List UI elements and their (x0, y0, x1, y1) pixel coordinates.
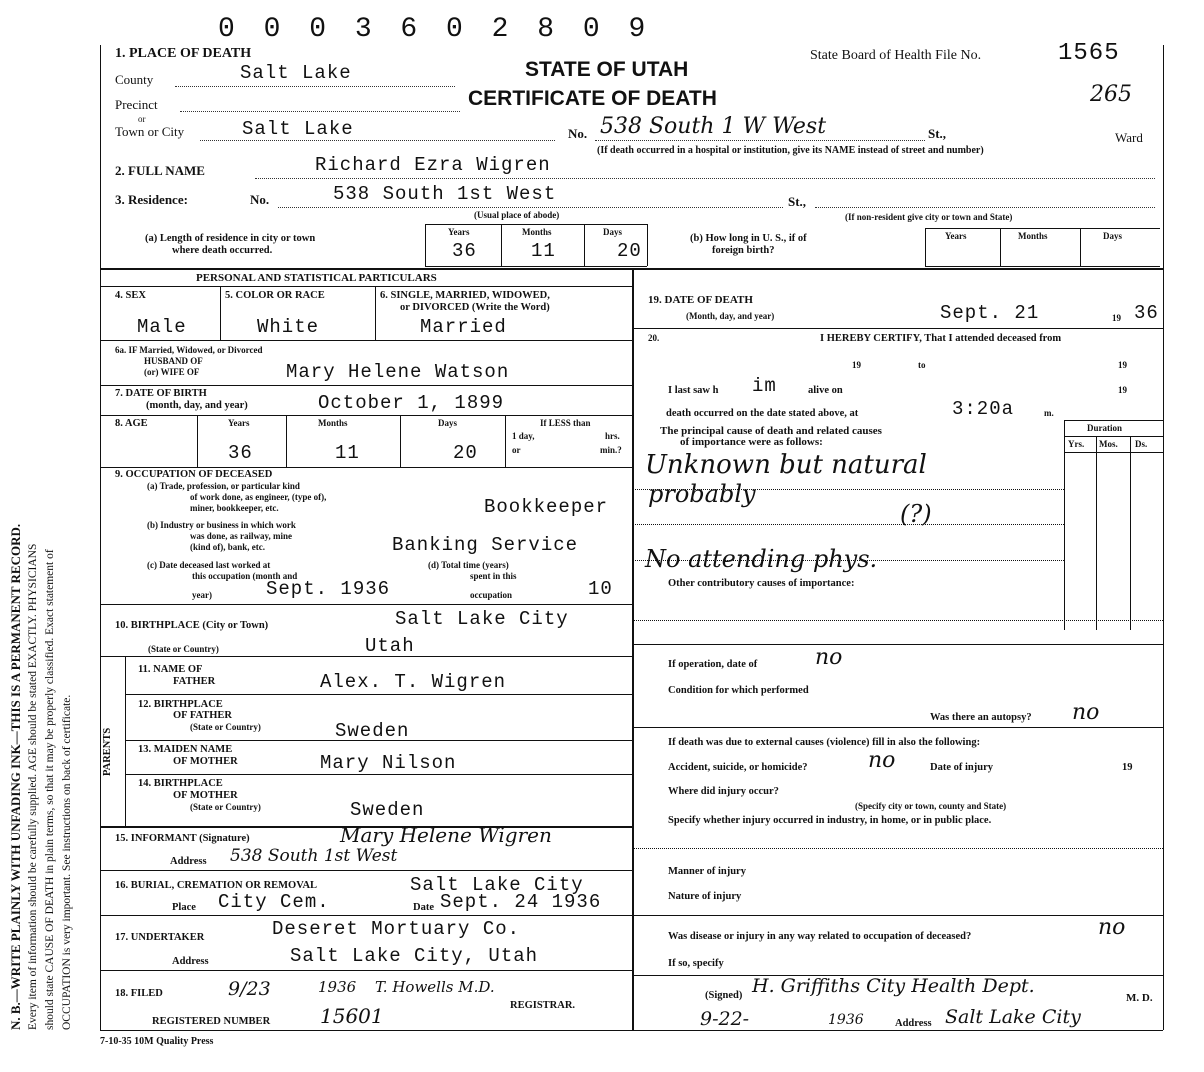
dob-label-1: 7. DATE OF BIRTH (115, 388, 207, 399)
undertaker-value: Deseret Mortuary Co. (272, 918, 521, 940)
if-so-label: If so, specify (668, 958, 724, 969)
color-label: 5. COLOR OR RACE (225, 290, 325, 301)
street-no-label: No. (568, 126, 588, 141)
or-label: or (138, 114, 146, 124)
spouse-label-1: 6a. IF Married, Widowed, or Divorced (115, 345, 263, 355)
date-injury-label: Date of injury (930, 762, 993, 773)
operation-value: no (815, 645, 843, 670)
file-extra: 265 (1090, 82, 1132, 107)
mbirth-label-3: (State or Country) (190, 802, 261, 812)
fbirth-label-3: (State or Country) (190, 722, 261, 732)
specify-city-label: (Specify city or town, county and State) (855, 801, 1007, 811)
cause-line-3: (?) (900, 500, 932, 528)
personal-heading: PERSONAL AND STATISTICAL PARTICULARS (196, 272, 437, 284)
occ-c2: this occupation (month and (192, 571, 298, 581)
attended-from-year: 19 (852, 360, 861, 370)
where-injury-label: Where did injury occur? (668, 786, 779, 797)
hospital-note: (If death occurred in a hospital or institution, give its NAME instead of street and number) (597, 145, 984, 156)
file-number: 1565 (1058, 40, 1120, 67)
town-value: Salt Lake (242, 118, 354, 140)
informant-signature: Mary Helene Wigren (340, 823, 552, 847)
certificate-title: CERTIFICATE OF DEATH (468, 87, 717, 110)
us-months-header: Months (1018, 231, 1048, 241)
min-label: min.? (600, 445, 622, 455)
if-less-label: If LESS than (540, 418, 591, 428)
undertaker-label: 17. UNDERTAKER (115, 932, 205, 943)
age-months: 11 (335, 442, 360, 464)
occ-a3: miner, bookkeeper, etc. (190, 503, 279, 513)
informant-label: 15. INFORMANT (Signature) (115, 833, 250, 844)
dod-sublabel: (Month, day, and year) (686, 311, 775, 321)
informant-address-label: Address (170, 856, 207, 867)
age-years-header: Years (228, 418, 250, 428)
street-suffix: St., (928, 126, 947, 141)
length-label-1: (a) Length of residence in city or town (145, 233, 316, 244)
dod-label: 19. DATE OF DEATH (648, 294, 753, 306)
cause-line-2: probably (648, 480, 756, 508)
occ-related-value: no (1098, 915, 1126, 940)
death-time: 3:20a (952, 398, 1015, 420)
color-value: White (257, 316, 320, 338)
spouse-label-3: (or) WIFE OF (144, 367, 200, 377)
injury-year: 19 (1122, 762, 1133, 773)
burial-date: Sept. 24 1936 (440, 891, 602, 913)
us-label-2: foreign birth? (712, 245, 775, 256)
street-no-value: 538 South 1 W West (600, 114, 827, 139)
occ-b2: was done, as railway, mine (190, 531, 293, 541)
sex-value: Male (137, 316, 187, 338)
mother-value: Mary Nilson (320, 752, 457, 774)
filed-year: 1936 (318, 978, 357, 996)
filed-label: 18. FILED (115, 988, 163, 999)
parents-label: PARENTS (102, 727, 113, 776)
other-causes-label: Other contributory causes of importance: (668, 578, 855, 589)
filed-date: 9/23 (228, 978, 271, 1000)
last-saw-label: I last saw h (668, 385, 719, 396)
father-value: Alex. T. Wigren (320, 671, 507, 693)
specify-industry-label: Specify whether injury occurred in industry, in home, or in public place. (668, 815, 992, 826)
dod-year: 36 (1134, 302, 1159, 324)
nonres-note: (If non-resident give city or town and State) (845, 212, 1013, 222)
mbirth-label-2: OF MOTHER (173, 790, 238, 801)
duration-yrs: Yrs. (1068, 439, 1085, 449)
residence-label: 3. Residence: (115, 192, 188, 207)
last-worked-value: Sept. 1936 (266, 578, 391, 600)
occ-c1: (c) Date deceased last worked at (147, 560, 271, 570)
birthplace-state: Utah (365, 635, 415, 657)
age-days: 20 (453, 442, 478, 464)
reg-number-label: REGISTERED NUMBER (152, 1016, 271, 1027)
dod-value: Sept. 21 (940, 302, 1040, 324)
res-months: 11 (531, 240, 556, 262)
cause-label-2: of importance were as follows: (680, 436, 823, 448)
death-time-label: death occurred on the date stated above, at (666, 408, 859, 419)
father-label-1: 11. NAME OF (138, 664, 203, 675)
fbirth-label-1: 12. BIRTHPLACE (138, 699, 223, 710)
age-days-header: Days (438, 418, 458, 428)
occ-d3: occupation (470, 590, 513, 600)
sign-address-label: Address (895, 1018, 932, 1029)
state-title: STATE OF UTAH (525, 58, 689, 81)
sign-address: Salt Lake City (945, 1006, 1081, 1028)
informant-address: 538 South 1st West (230, 846, 398, 866)
last-saw-value: im (752, 375, 777, 397)
hrs-label: hrs. (605, 431, 620, 441)
day-label: 1 day, (512, 431, 535, 441)
residence-no-label: No. (250, 192, 270, 207)
marital-label-1: 6. SINGLE, MARRIED, WIDOWED, (380, 290, 550, 301)
ward-label: Ward (1115, 130, 1143, 145)
town-label: Town or City (115, 124, 185, 139)
res-months-header: Months (522, 227, 552, 237)
cause-label-1: The principal cause of death and related causes (660, 425, 882, 437)
alive-on-year: 19 (1118, 385, 1127, 395)
county-value: Salt Lake (240, 62, 352, 84)
birthplace-city: Salt Lake City (395, 608, 569, 630)
occ-d1: (d) Total time (years) (428, 560, 509, 570)
mbirth-label-1: 14. BIRTHPLACE (138, 778, 223, 789)
marital-label-2: or DIVORCED (Write the Word) (400, 302, 550, 313)
certify-text: I HEREBY CERTIFY, That I attended deceased from (820, 333, 1062, 344)
occ-value: Bookkeeper (484, 496, 609, 518)
length-label-2: where death occurred. (172, 245, 273, 256)
burial-label: 16. BURIAL, CREMATION OR REMOVAL (115, 880, 318, 891)
spouse-label-2: HUSBAND OF (144, 356, 203, 366)
occ-related-label: Was disease or injury in any way related to occupation of deceased? (668, 931, 972, 942)
mbirth-value: Sweden (350, 799, 425, 821)
undertaker-address: Salt Lake City, Utah (290, 945, 539, 967)
attended-to-label: to (918, 360, 926, 370)
duration-header: Duration (1087, 423, 1123, 433)
margin-line-2: Every item of information should be carefully supplied. AGE should be stated EXACTLY. PHYSICIANS (27, 543, 39, 1030)
or-label-age: or (512, 445, 521, 455)
certify-number: 20. (648, 333, 660, 343)
industry-value: Banking Service (392, 534, 579, 556)
external-causes-label: If death was due to external causes (violence) fill in also the following: (668, 737, 981, 748)
res-days: 20 (617, 240, 642, 262)
res-days-header: Days (603, 227, 623, 237)
burial-place-label: Place (172, 902, 196, 913)
md-label: M. D. (1126, 992, 1153, 1004)
us-days-header: Days (1103, 231, 1123, 241)
residence-value: 538 South 1st West (333, 183, 557, 205)
attended-to-year: 19 (1118, 360, 1127, 370)
sign-date: 9-22- (700, 1008, 750, 1030)
occ-b1: (b) Industry or business in which work (147, 520, 296, 530)
us-years-header: Years (945, 231, 967, 241)
sign-year: 1936 (828, 1012, 864, 1028)
occ-d2: spent in this (470, 571, 517, 581)
age-years: 36 (228, 442, 253, 464)
marital-value: Married (420, 316, 507, 338)
dob-label-2: (month, day, and year) (146, 400, 248, 411)
mother-label-2: OF MOTHER (173, 756, 238, 767)
duration-mos: Mos. (1099, 439, 1118, 449)
full-name-value: Richard Ezra Wigren (315, 154, 551, 176)
cause-line-1: Unknown but natural (645, 450, 927, 480)
occ-label: 9. OCCUPATION OF DECEASED (115, 469, 273, 480)
fbirth-value: Sweden (335, 720, 410, 742)
age-label: 8. AGE (115, 418, 148, 429)
margin-line-1: N. B.—WRITE PLAINLY WITH UNFADING INK—THIS IS A PERMANENT RECORD. (8, 523, 23, 1030)
residence-st: St., (788, 194, 807, 209)
sex-label: 4. SEX (115, 290, 146, 301)
burial-place: City Cem. (218, 891, 330, 913)
registrar-signature: T. Howells M.D. (375, 978, 495, 996)
footer-print: 7-10-35 10M Quality Press (100, 1036, 214, 1047)
accident-value: no (868, 748, 896, 773)
precinct-label: Precinct (115, 97, 158, 112)
occ-b3: (kind of), bank, etc. (190, 542, 266, 552)
burial-value: Salt Lake City (410, 874, 584, 896)
accident-label: Accident, suicide, or homicide? (668, 762, 808, 773)
reg-number: 15601 (320, 1004, 384, 1028)
fbirth-label-2: OF FATHER (173, 710, 233, 721)
dod-year-prefix: 19 (1112, 313, 1121, 323)
county-label: County (115, 72, 154, 87)
alive-on-label: alive on (808, 385, 843, 396)
signed-label: (Signed) (705, 990, 743, 1001)
operation-label: If operation, date of (668, 659, 758, 670)
dob-value: October 1, 1899 (318, 392, 505, 414)
file-label: State Board of Health File No. (810, 48, 982, 63)
res-years: 36 (452, 240, 477, 262)
father-label-2: FATHER (173, 676, 216, 687)
age-months-header: Months (318, 418, 348, 428)
abode-note: (Usual place of abode) (474, 210, 560, 220)
spouse-value: Mary Helene Watson (286, 361, 510, 383)
nature-label: Nature of injury (668, 891, 742, 902)
birthplace-state-label: (State or Country) (148, 644, 219, 654)
duration-ds: Ds. (1135, 439, 1148, 449)
margin-line-3: should state CAUSE OF DEATH in plain terms, so that it may be properly classified. Exact statement of (44, 549, 56, 1030)
res-years-header: Years (448, 227, 470, 237)
occ-a2: of work done, as engineer, (type of), (190, 492, 327, 502)
occ-c3: year) (192, 590, 212, 600)
death-time-m: m. (1044, 408, 1054, 418)
physician-signature: H. Griffiths City Health Dept. (752, 975, 1035, 997)
serial-number: 0 0 0 3 6 0 2 8 0 9 (218, 14, 652, 45)
manner-label: Manner of injury (668, 866, 746, 877)
cause-line-4: No attending phys. (645, 545, 878, 573)
mother-label-1: 13. MAIDEN NAME (138, 744, 233, 755)
registrar-label: REGISTRAR. (510, 1000, 576, 1011)
autopsy-label: Was there an autopsy? (930, 712, 1032, 723)
occ-a1: (a) Trade, profession, or particular kind (147, 481, 300, 491)
burial-date-label: Date (413, 902, 434, 913)
place-heading: 1. PLACE OF DEATH (115, 46, 252, 61)
condition-label: Condition for which performed (668, 685, 809, 696)
autopsy-value: no (1072, 700, 1100, 725)
us-label-1: (b) How long in U. S., if of (690, 233, 807, 244)
margin-line-4: OCCUPATION is very important. See instructions on back of certificate. (61, 694, 73, 1030)
full-name-label: 2. FULL NAME (115, 163, 205, 178)
undertaker-address-label: Address (172, 956, 209, 967)
birthplace-label: 10. BIRTHPLACE (City or Town) (115, 620, 269, 631)
total-time-value: 10 (588, 578, 613, 600)
